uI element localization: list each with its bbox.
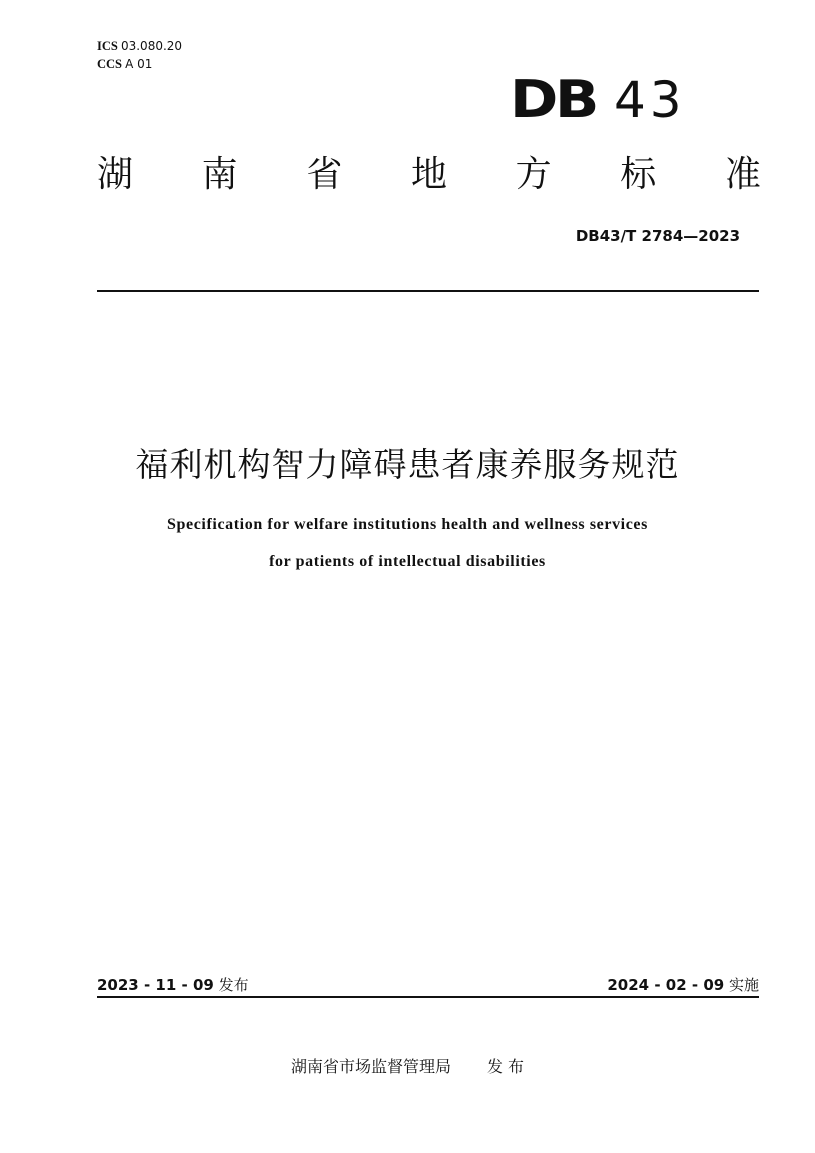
standard-type-char: 方	[515, 154, 552, 195]
issuer-line	[0, 1056, 815, 1078]
standard-mark	[510, 70, 710, 130]
standard-mark-prefix: DB	[510, 70, 597, 130]
ics-label: ICS	[97, 39, 118, 53]
implementation-date-block	[607, 975, 759, 995]
issuer-name: 湖南省市场监督管理局	[290, 1057, 451, 1076]
standard-type-char: 标	[620, 154, 657, 195]
implementation-date: 2024 - 02 - 09	[607, 976, 725, 994]
title-english-line-1: Specification for welfare institutions health and wellness services	[167, 516, 648, 533]
implementation-label: 实施	[728, 976, 759, 994]
standard-type-heading	[97, 150, 761, 200]
standard-type-char: 准	[724, 154, 761, 195]
ics-line	[97, 39, 182, 54]
ccs-line	[97, 57, 152, 72]
header-divider	[97, 290, 759, 292]
ccs-label: CCS	[97, 57, 123, 71]
standard-number: DB43/T 2784—2023	[575, 227, 740, 245]
standard-type-char: 地	[410, 154, 447, 195]
ccs-code: A 01	[125, 57, 153, 71]
standard-mark-region-code: 43	[614, 71, 686, 129]
issuer-action: 发 布	[486, 1057, 525, 1076]
issue-label: 发布	[218, 976, 249, 994]
issue-date-block	[97, 975, 249, 995]
standard-type-char: 湖	[97, 154, 134, 195]
title-chinese: 福利机构智力障碍患者康养服务规范	[135, 445, 680, 484]
footer-divider	[97, 996, 759, 998]
issue-date: 2023 - 11 - 09	[97, 976, 214, 994]
title-english-line-2: for patients of intellectual disabilities	[269, 553, 546, 570]
ics-code: 03.080.20	[120, 39, 183, 53]
standard-type-char: 南	[201, 154, 238, 195]
standard-type-char: 省	[306, 154, 343, 195]
